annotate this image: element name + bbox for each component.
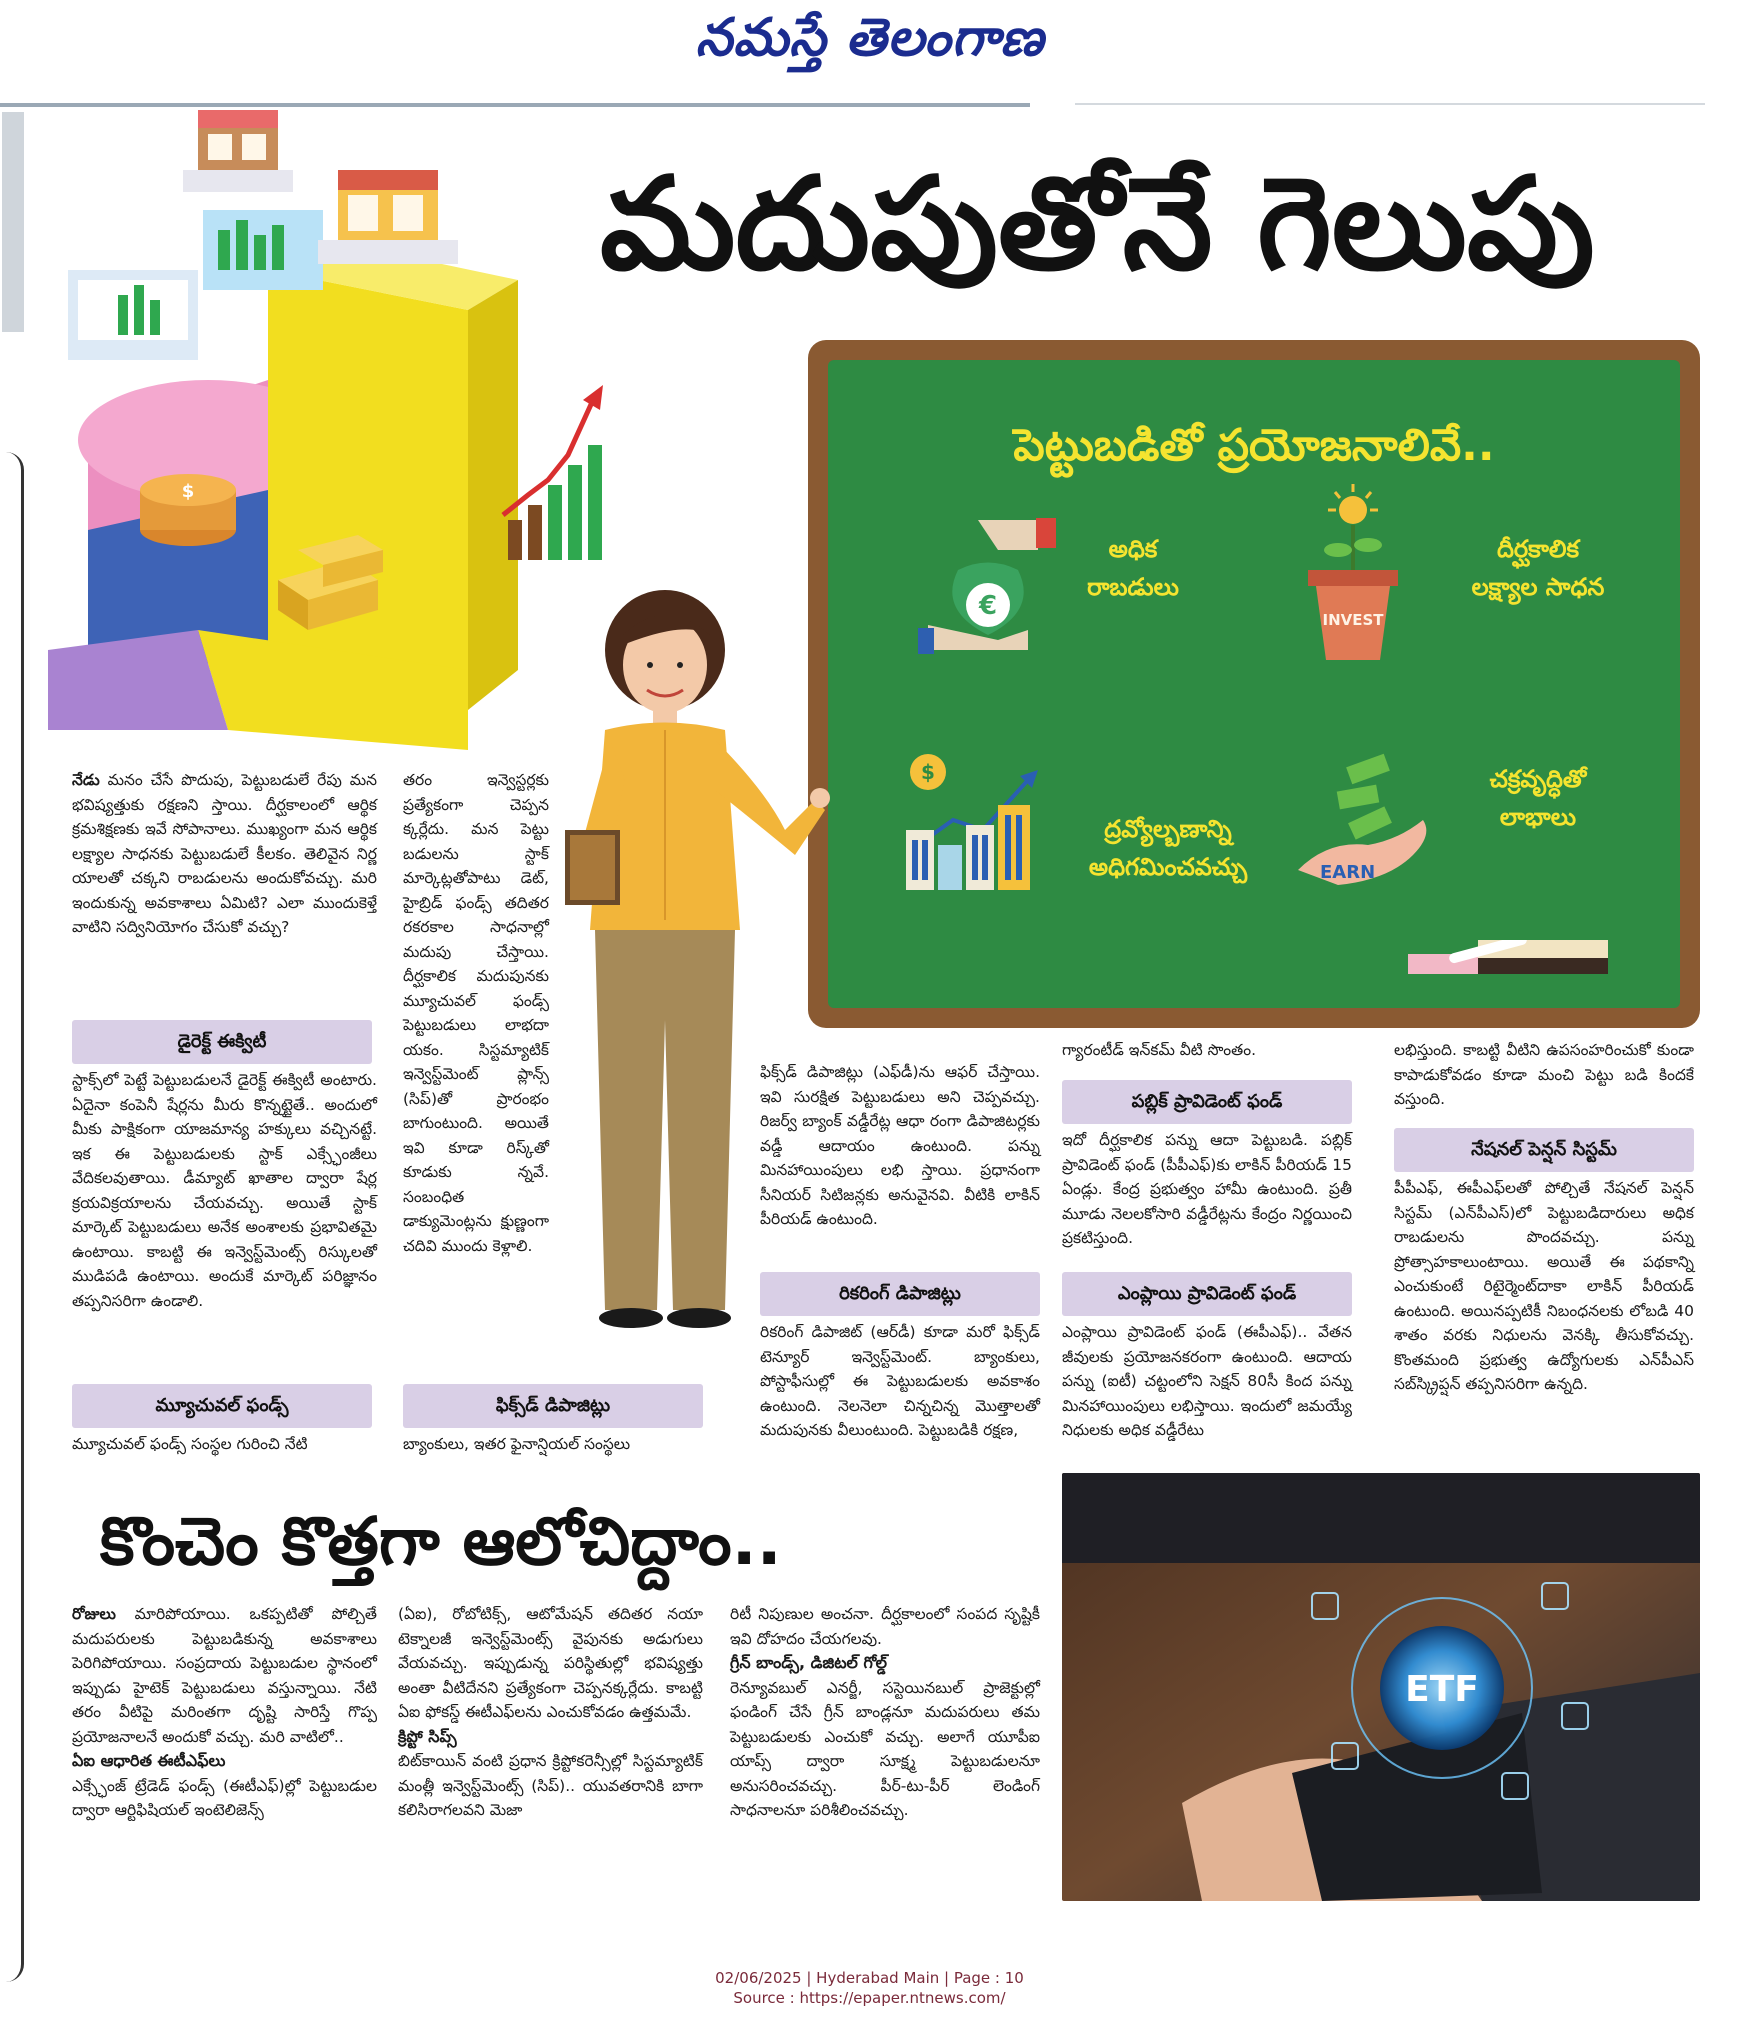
benefit-label-line1: దీర్ఘకాలిక [1496,535,1580,563]
benefit-beat-inflation [1058,810,1278,886]
chalkboard-surface [828,360,1680,1008]
etf-hologram-photo [1062,1473,1700,1901]
subhead-recurring-deposits: రికరింగ్ డిపాజిట్లు [760,1272,1040,1316]
chalkboard-title: పెట్టుబడితో ప్రయోజనాలివే.. [1013,420,1495,471]
article2-intro-text: మారిపోయాయి. ఒకప్పటితో పోల్చితే మదుపరులకు పెట్టుబడికున్న అవకాశాలు పెరిగిపోయాయి. సంప్రదాయ పెట్టుబడుల స్థానంలో ఇప్పుడు హైటెక్ పెట్టుబడులు వస్తున్నాయి. నేటి తరం వీటిపై మరింతగా దృష్టి సారిస్తే గొప్ప ప్రయోజనాలనే అందుకో వచ్చు. మరి వాటిలో.. [72,1605,377,1746]
article2-intro [72,1602,377,1749]
svg-text:$: $ [181,481,195,502]
benefit-label-line1: చక్రవృద్ధితో [1489,765,1587,793]
adjacent-page-edge [0,112,24,1972]
recurring-deposits-tail: గ్యారంటీడ్ ఇన్‌కమ్ వీటి సొంతం. [1062,1041,1256,1059]
masthead [0,0,1739,110]
article1-column1 [72,768,377,940]
article1-column4-body2 [1062,1320,1352,1443]
ppf-paragraph: ఇదో దీర్ఘకాలిక పన్ను ఆదా పెట్టుబడి. పబ్లిక్ ప్రావిడెంట్ ఫండ్ (పీపీఎఫ్)కు లాకిన్ పీరియడ్ 15 ఏండ్లు. కేంద్ర ప్రభుత్వం హామీ ఉంటుంది. ప్రతీ మూడు నెలలకోసారి వడ్డీరేట్లను కేంద్రం నిర్ణయించి ప్రకటిస్తుంది. [1062,1131,1352,1247]
invest-plant-pot-icon [1298,480,1408,670]
earn-hand-icon [1288,750,1438,900]
second-headline: కొంచెం కొత్తగా ఆలోచిద్దాం.. [100,1503,782,1580]
article1-column4-body1 [1062,1128,1352,1251]
edition-info: 02/06/2025 | Hyderabad Main | Page : 10 [715,1969,1024,1987]
shop-building-icon [318,170,458,264]
subhead-nps: నేషనల్ పెన్షన్ సిస్టమ్ [1394,1128,1694,1172]
article1-column3-body [760,1320,1040,1443]
epf-tail: లభిస్తుంది. కాబట్టి వీటిని ఉపసంహరించుకో కుండా కాపాడుకోవడం కూడా మంచి పెట్టు బడి కిందకే వస్తుంది. [1394,1041,1694,1108]
mutual-funds-paragraph-start: మ్యూచువల్ ఫండ్స్ సంస్థల గురించి నేటి [72,1435,308,1453]
svg-text:ETF: ETF [1405,1669,1479,1710]
nps-paragraph: పీపీఎఫ్, ఈపీఎఫ్‌లతో పోల్చితే నేషనల్ పెన్షన్ సిస్టమ్ (ఎన్‌పీఎస్)లో పెట్టుబడిదారులు అధిక రాబడులను పొందవచ్చు. పన్ను ప్రోత్సాహకాలుంటాయి. అయితే ఈ పథకాన్ని ఎంచుకుంటే రిటైర్మెంట్‌దాకా లాకిన్ పీరియడ్ ఉంటుంది. అయినప్పటికీ నిబంధనలకు లోబడి 40 శాతం వరకు నిధులను వెనక్కి తీసుకోవచ్చు. కొంతమంది ప్రభుత్వ ఉద్యోగులకు ఎన్‌పీఎస్ సబ్‌స్క్రిప్షన్ తప్పనిసరిగా ఉన్నది. [1394,1179,1694,1393]
benefit-label-line1: అధిక [1108,535,1158,563]
direct-equity-paragraph: స్టాక్స్‌లో పెట్టే పెట్టుబడులనే డైరెక్ట్ ఈక్విటీ అంటారు. ఏదైనా కంపెనీ షేర్లను మీరు కొన్నట్టైతే.. అందులో మీకు పాక్షికంగా యాజమాన్య హక్కులు వచ్చినట్టే. ఇక ఈ పెట్టుబడులకు స్టాక్ ఎక్స్ఛేంజీలు వేదికలవుతాయి. డీమ్యాట్ ఖాతాల ద్వారా షేర్ల క్రయవిక్రయాలను చేయవచ్చు. అయితే స్టాక్ మార్కెట్ పెట్టుబడులు అనేక అంశాలకు ప్రభావితమై ఉంటాయి. కాబట్టి ఈ ఇన్వెస్ట్‌మెంట్స్ రిస్కులతో ముడిపడి ఉంటాయి. అందుకే మార్కెట్ పరిజ్ఞానం తప్పనిసరిగా ఉండాలి. [72,1071,377,1310]
epf-paragraph: ఎంప్లాయి ప్రావిడెంట్ ఫండ్ (ఈపీఎఫ్).. వేతన జీవులకు ప్రయోజనకరంగా ఉంటుంది. ఆదాయ పన్ను (ఐటీ) చట్టంలోని సెక్షన్ 80సీ కింద పన్ను మినహాయింపులు లభిస్తాయి. ఇందులో జమయ్యే నిధులకు అధిక వడ్డీరేటు [1062,1323,1352,1439]
masthead-rule-left [0,103,1030,107]
article2-column2 [398,1602,703,1823]
article2-column3 [730,1602,1040,1823]
article2-column1 [72,1602,377,1823]
crypto-sips-paragraph: బిట్‌కాయిన్ వంటి ప్రధాన క్రిప్టోకరెన్సీల్లో సిస్టమ్యాటిక్ మంత్లీ ఇన్వెస్ట్‌మెంట్స్ (సిప్).. యువతరానికి బాగా కలిసిరాగలవని మెజా [398,1752,703,1819]
subhead-green-bonds: గ్రీన్ బాండ్స్, డిజిటల్ గోల్డ్ [730,1653,887,1672]
subhead-epf: ఎంప్లాయి ప్రావిడెంట్ ఫండ్ [1062,1272,1352,1316]
subhead-crypto-sips: క్రిప్టో సిప్స్ [398,1726,457,1746]
benefit-label-line2: అధిగమించవచ్చు [1088,853,1248,881]
adjacent-page-block [2,112,24,332]
article1-intro-text: మనం చేసే పొదుపు, పెట్టుబడులే రేపు మన భవిష్యత్తుకు రక్షణని స్తాయి. దీర్ఘకాలంలో ఆర్థిక క్రమశిక్షణకు ఇవే సోపానాలు. ముఖ్యంగా మన ఆర్థిక లక్ష్యాల సాధనకు పెట్టుబడులే కీలకం. తెలివైన నిర్ణ యాలతో చక్కని రాబడులను అందుకోవచ్చు. మరి ఇందుకున్న అవకాశాలు ఏమిటి? ఎలా ముందుకెళ్తే వాటిని సద్వినియోగం చేసుకో వచ్చు? [72,771,377,936]
benefit-label-line1: ద్రవ్యోల్బణాన్ని [1104,815,1232,843]
article1-intro [72,768,377,940]
benefit-label-line2: లక్ష్యాల సాధన [1471,573,1605,601]
ai-etfs-paragraph-cont: (ఏఐ), రోబోటిక్స్, ఆటోమేషన్ తదితర నయా టెక్నాలజీ ఇన్వెస్ట్‌మెంట్స్ వైపునకు అడుగులు వేయవచ్చు. ఇప్పుడున్న పరిస్థితుల్లో భవిష్యత్తు అంతా వీటిదేనని ప్రత్యేకంగా చెప్పనక్కర్లేదు. కాబట్టి ఏఐ ఫోకస్డ్ ఈటీఎఫ్‌లను ఎంచుకోవడం ఉత్తమమే. [398,1605,703,1721]
article1-column4 [1062,1038,1352,1063]
benefit-label-line2: లాభాలు [1499,803,1577,831]
subhead-fixed-deposits: ఫిక్స్‌డ్ డిపాజిట్లు [403,1384,703,1428]
article1-column2-tail [403,1432,708,1457]
mutual-funds-paragraph: తరం ఇన్వెస్టర్లకు ప్రత్యేకంగా చెప్పన క్కర్లేదు. మన పెట్టు బడులను స్టాక్ మార్కెట్లతోపాటు డెట్, హైబ్రిడ్ ఫండ్స్ తదితర రకరకాల సాధనాల్లో మదుపు చేస్తాయి. దీర్ఘకాలిక మదుపునకు మ్యూచువల్ ఫండ్స్ పెట్టుబడులు లాభదా యకం. సిస్టమ్యాటిక్ ఇన్వెస్ట్‌మెంట్ ప్లాన్స్ (సిప్)తో ప్రారంభం బాగుంటుంది. అయితే ఇవి కూడా రిస్క్‌తో కూడుకు న్నవే. సంబంధిత డాక్యుమెంట్లను క్షుణ్ణంగా చదివి ముందు కెళ్లాలి. [403,771,549,1255]
benefit-label-line2: రాబడులు [1087,573,1179,601]
page-footer [0,1968,1739,2008]
crypto-sips-tail: రిటీ నిపుణుల అంచనా. దీర్ఘకాలంలో సంపద సృష్టికీ ఇవి దోహదం చేయగలవు. [730,1605,1040,1648]
article1-column5-body [1394,1176,1694,1397]
article1-column3 [760,1060,1040,1232]
subhead-ai-etfs: ఏఐ ఆధారిత ఈటీఎఫ్‌లు [72,1751,226,1770]
shop-building-icon [183,110,293,192]
article2-lead-word: రోజులు [72,1605,116,1623]
newspaper-logo: నమస్తే తెలంగాణ [695,8,1045,68]
adjacent-page-border [0,452,24,1982]
stock-chart-board-icon [68,270,198,360]
benefit-compounding [1448,760,1628,836]
woman-teacher-illustration [565,590,865,1360]
subhead-mutual-funds: మ్యూచువల్ ఫండ్స్ [72,1384,372,1428]
main-headline: మదుపుతోనే గెలుపు [600,150,1595,299]
coin-stack-icon [140,474,236,546]
benefit-long-term-goals [1438,530,1638,606]
svg-text:EARN: EARN [1320,862,1376,883]
article1-column5 [1394,1038,1694,1112]
masthead-rule-right [1075,103,1705,105]
article1-lead-word: నేడు [72,771,100,789]
euro-money-bag-icon [918,510,1058,660]
subhead-ppf: పబ్లిక్ ప్రావిడెంట్ ఫండ్ [1062,1080,1352,1124]
article1-column1-body [72,1068,377,1313]
fixed-deposits-paragraph: ఫిక్స్‌డ్ డిపాజిట్లు (ఎఫ్‌డీ)ను ఆఫర్ చేస్తాయి. ఇవి సురక్షిత పెట్టుబడులు అని చెప్పవచ్చు. రిజర్వ్ బ్యాంక్ వడ్డీరేట్ల ఆధా రంగా డిపాజిటర్లకు వడ్డీ ఆదాయం ఉంటుంది. పన్ను మినహాయింపులు లభి స్తాయి. ప్రధానంగా సీనియర్ సిటిజన్లకు అనువైనవి. వీటికి లాకిన్ పీరియడ్ ఉంటుంది. [760,1063,1040,1228]
growth-buildings-icon [898,750,1048,890]
fixed-deposits-paragraph-start: బ్యాంకులు, ఇతర ఫైనాన్షియల్ సంస్థలు [403,1435,631,1453]
source-link[interactable]: Source : https://epaper.ntnews.com/ [733,1989,1006,2007]
article1-column1-tail [72,1432,377,1457]
benefits-chalkboard [808,340,1700,1028]
investment-pie-illustration [48,110,628,760]
subhead-direct-equity: డైరెక్ట్ ఈక్విటీ [72,1020,372,1064]
article1-column2 [403,768,549,1258]
ai-etfs-paragraph: ఎక్స్ఛేంజ్ ట్రేడెడ్ ఫండ్స్ (ఈటీఎఫ్)ల్లో పెట్టుబడుల ద్వారా ఆర్టిఫిషియల్ ఇంటెలిజెన్స్ [72,1776,377,1819]
svg-text:€: € [978,591,998,621]
green-bonds-paragraph: రెన్యూవబుల్ ఎనర్జీ, సస్టెయినబుల్ ప్రాజెక్టుల్లో ఫండింగ్ చేసే గ్రీన్ బాండ్లనూ మదుపరులు తమ పెట్టుబడులకు ఎంచుకో వచ్చు. అలాగే యూపీఐ యాప్స్ ద్వారా సూక్ష్మ పెట్టుబడులనూ అనుసరించవచ్చు. పీర్-టు-పీర్ లెండింగ్ సాధనాలనూ పరిశీలించవచ్చు. [730,1678,1040,1819]
benefit-higher-returns [1048,530,1218,606]
chalk-and-duster-icon [1408,940,1680,976]
recurring-deposits-paragraph: రికరింగ్ డిపాజిట్ (ఆర్‌డీ) కూడా మరో ఫిక్స్‌డ్ టెన్యూర్ ఇన్వెస్ట్‌మెంట్. బ్యాంకులు, పోస్టాఫీసుల్లో ఈ పెట్టుబడులకు అవకాశం ఉంటుంది. నెలనెలా చిన్నచిన్న మొత్తాలతో మదుపునకు వీలుంటుంది. పెట్టుబడికి రక్షణ, [760,1323,1040,1439]
stock-chart-board-icon [203,210,323,290]
svg-text:INVEST: INVEST [1322,611,1384,629]
svg-text:$: $ [921,760,935,784]
